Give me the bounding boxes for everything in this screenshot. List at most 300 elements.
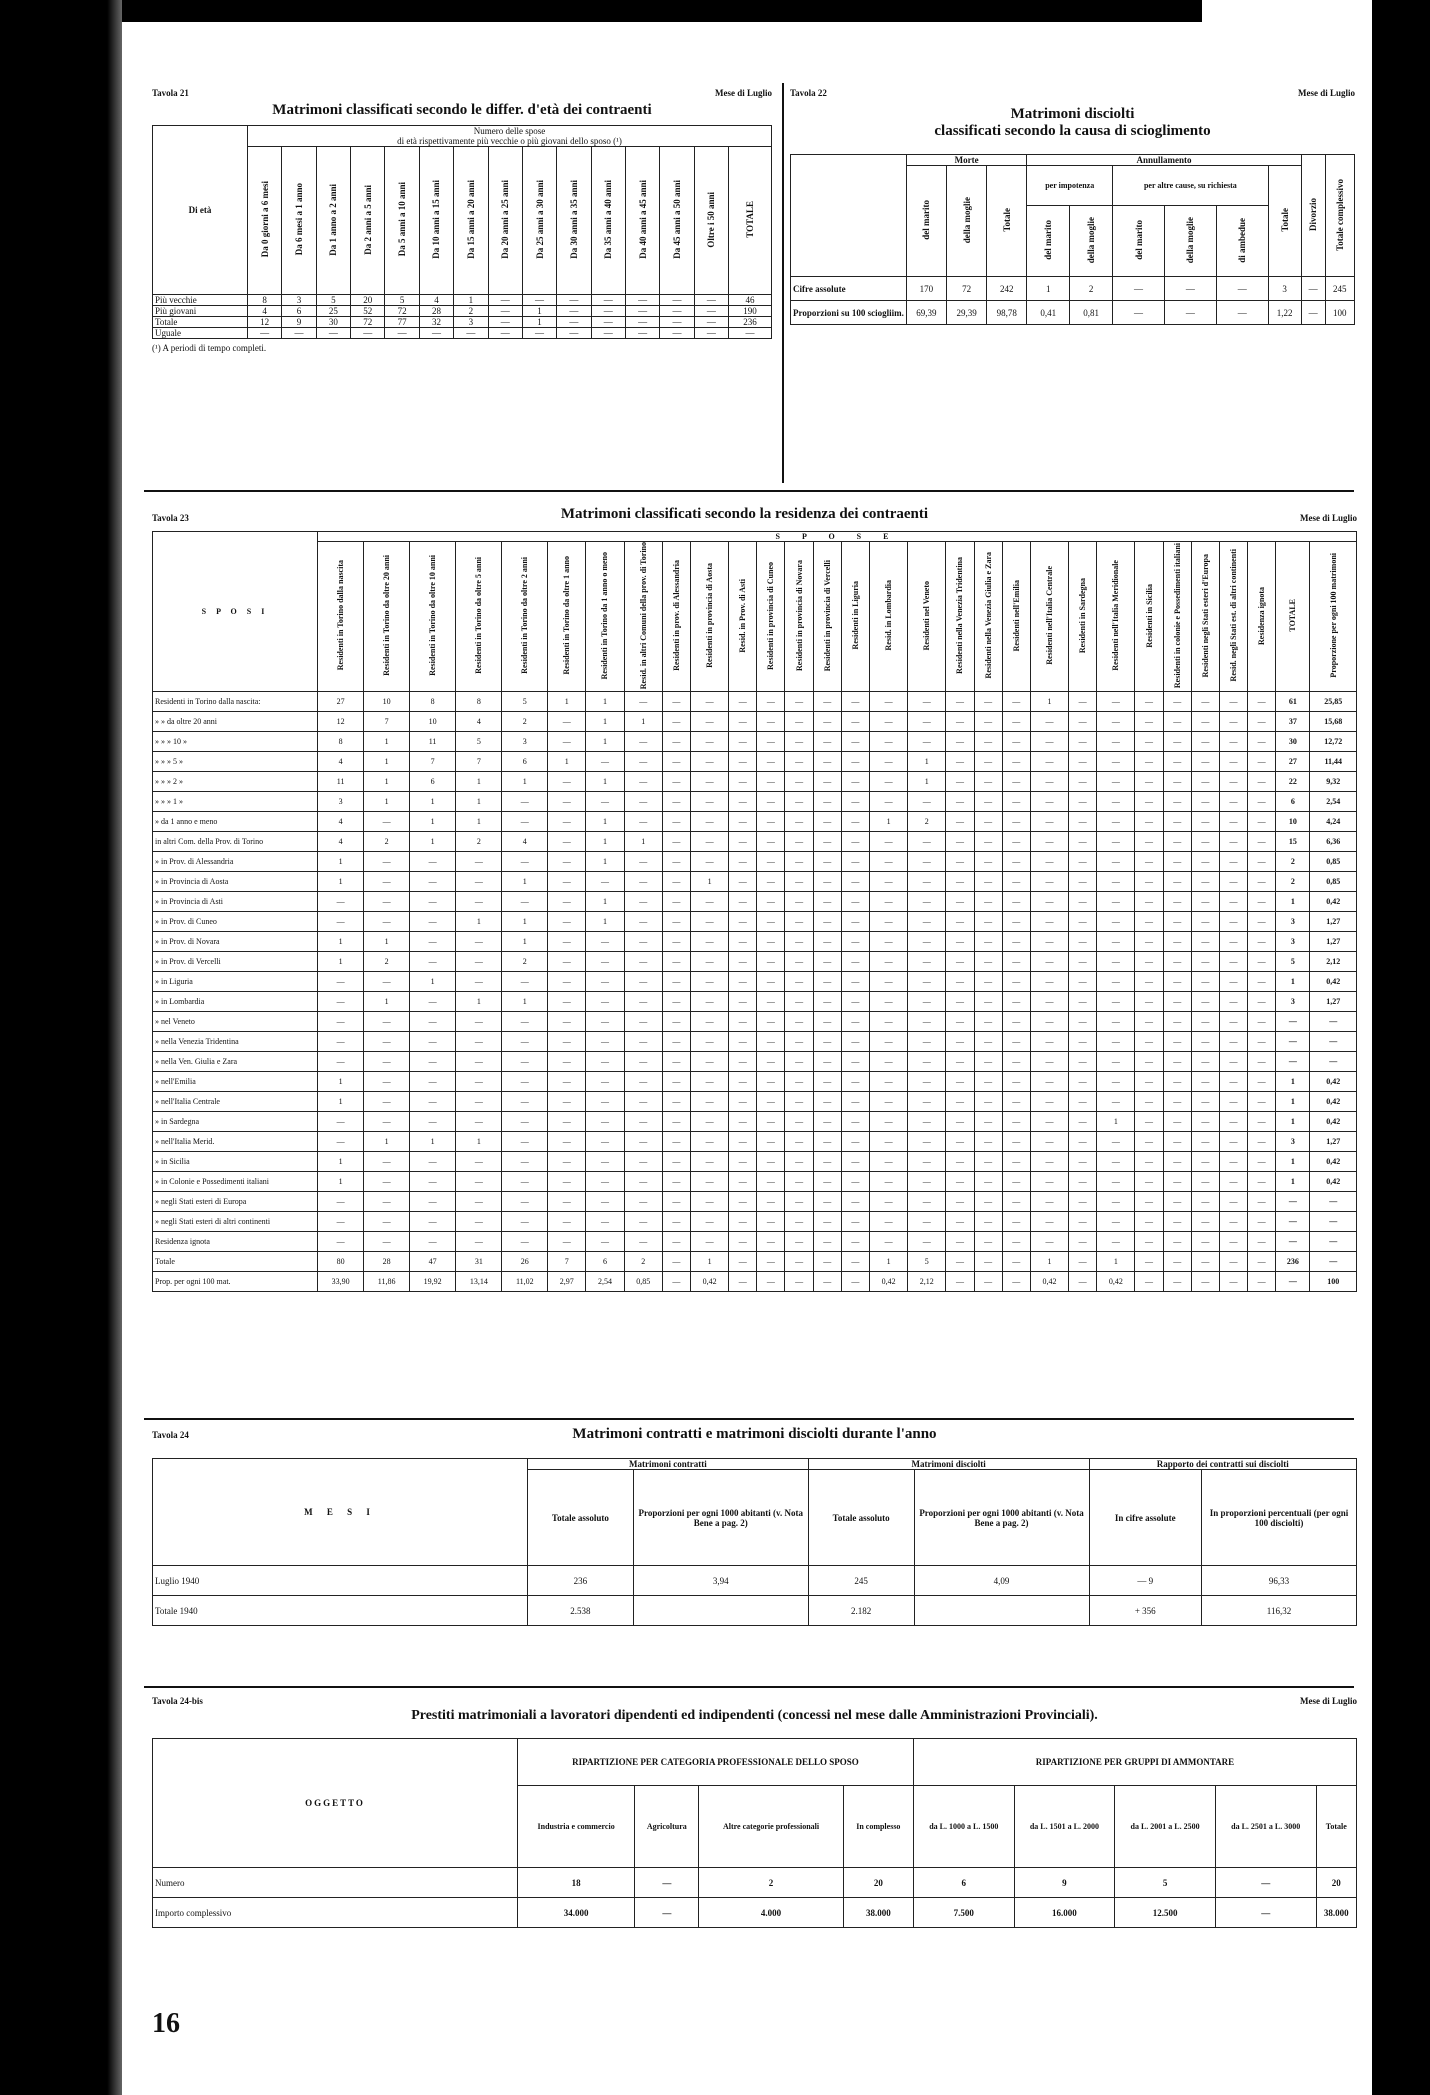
t23-cell: — (1030, 1112, 1068, 1132)
t21-col-header (625, 147, 659, 295)
t23-cell: — (1097, 1232, 1135, 1252)
t23-cell: — (813, 992, 841, 1012)
t24-cell: 245 (808, 1566, 914, 1596)
t24-row (153, 1596, 1357, 1626)
t23-cell: — (1219, 872, 1247, 892)
t23-cell: — (785, 732, 813, 752)
t23-col-label: Residenti in prov. di Alessandria (671, 560, 681, 671)
tavola-24 (152, 1426, 1357, 1626)
t23-cell: 4 (318, 832, 364, 852)
t23-cell: — (785, 1032, 813, 1052)
t23-cell: — (946, 832, 974, 852)
t23-cell: — (869, 1192, 907, 1212)
t23-cell: — (908, 732, 946, 752)
t23-cell: — (1097, 892, 1135, 912)
t23-cell: — (813, 832, 841, 852)
t23-cell: — (757, 732, 785, 752)
t24b-cell: — (1215, 1898, 1316, 1928)
t23-col-label: Residenti in Torino da oltre 5 anni (474, 557, 484, 674)
t23-cell: — (548, 1032, 586, 1052)
t23-cell: — (662, 852, 690, 872)
t24-cell: 3,94 (633, 1566, 808, 1596)
t23-cell: — (1248, 1052, 1276, 1072)
t23-cell: — (729, 912, 757, 932)
t23-cell: 1 (318, 1072, 364, 1092)
t23-col-label: Resid. in Prov. di Asti (738, 578, 748, 653)
t23-cell: — (364, 1172, 410, 1192)
t23-cell: — (662, 1032, 690, 1052)
scan-border-right (1372, 0, 1430, 2095)
t22-month: Mese di Luglio (1297, 88, 1355, 98)
t23-cell: 1 (456, 812, 502, 832)
t23-cell: — (785, 1112, 813, 1132)
t23-cell: 3 (1276, 1132, 1310, 1152)
t23-cell: 2 (502, 712, 548, 732)
t23-cell: 1,27 (1310, 1132, 1357, 1152)
t24-cell: 236 (528, 1566, 634, 1596)
t23-cell: — (974, 812, 1002, 832)
t23-cell: — (841, 1032, 869, 1052)
t23-cell: — (624, 1092, 662, 1112)
t23-col-label: Residenti nell'Italia Centrale (1044, 566, 1054, 665)
t23-cell: — (1135, 1272, 1163, 1292)
t23-cell: — (1163, 792, 1191, 812)
t23-cell: 1 (586, 832, 624, 852)
t23-cell: 5 (908, 1252, 946, 1272)
t23-cell: 1 (586, 692, 624, 712)
t23-cell: — (757, 1172, 785, 1192)
t22-row (791, 277, 1355, 301)
t23-row-label: Residenza ignota (153, 1232, 318, 1252)
t23-cell: — (908, 1172, 946, 1192)
t23-cell: — (690, 792, 728, 812)
t24-row (153, 1566, 1357, 1596)
t21-col-header (591, 147, 625, 295)
t23-cell: — (1069, 1052, 1097, 1072)
t23-col-header (813, 542, 841, 692)
t23-cell: — (1002, 932, 1030, 952)
t23-cell: 1 (908, 772, 946, 792)
t23-cell: — (364, 892, 410, 912)
tavola-23 (152, 506, 1357, 1292)
t23-cell: — (364, 852, 410, 872)
t23-cell: — (1191, 1172, 1219, 1192)
t21-cell: — (419, 328, 453, 339)
t23-cell: — (974, 852, 1002, 872)
t23-cell: 1 (1276, 1112, 1310, 1132)
t23-cell: — (364, 1152, 410, 1172)
t23-cell: — (1030, 772, 1068, 792)
t22-cell: 72 (947, 277, 987, 301)
t23-cell: — (1097, 692, 1135, 712)
t23-cell: — (502, 1172, 548, 1192)
t23-cell: — (364, 1032, 410, 1052)
t23-cell: 4 (502, 832, 548, 852)
t24b-row (153, 1898, 1357, 1928)
t24b-cell: 18 (518, 1868, 635, 1898)
t24b-col-header: Industria e commercio (518, 1786, 635, 1868)
t23-cell: — (456, 1212, 502, 1232)
t23-cell: — (690, 1052, 728, 1072)
t23-cell: 19,92 (409, 1272, 455, 1292)
t21-cell: 25 (316, 306, 350, 317)
t23-col-label: Residenti in Torino da oltre 10 anni (428, 555, 438, 676)
t23-cell: — (757, 792, 785, 812)
t23-cell: — (1219, 952, 1247, 972)
t23-cell: 0,42 (1310, 1112, 1357, 1132)
t23-cell: — (1135, 972, 1163, 992)
t23-cell: — (586, 752, 624, 772)
t24b-row (153, 1868, 1357, 1898)
t23-cell: 2 (908, 812, 946, 832)
t22-cell: 242 (987, 277, 1027, 301)
t23-cell: — (757, 892, 785, 912)
t23-cell: 1 (364, 932, 410, 952)
t23-cell: 5 (502, 692, 548, 712)
t23-cell: — (1191, 1252, 1219, 1272)
t23-cell: — (624, 1032, 662, 1052)
t22-col-alt-ambedue: di ambedue (1237, 217, 1248, 263)
t23-row (153, 1192, 1357, 1212)
t23-cell: — (1219, 1072, 1247, 1092)
t23-cell: — (1163, 1092, 1191, 1112)
t23-cell: — (813, 772, 841, 792)
t23-cell: 0,42 (1310, 1092, 1357, 1112)
t23-row (153, 832, 1357, 852)
t23-row-label: » negli Stati esteri di altri continenti (153, 1212, 318, 1232)
t23-cell: — (1163, 812, 1191, 832)
t21-col-label: Da 30 anni a 35 anni (568, 180, 579, 259)
t23-cell: 11 (318, 772, 364, 792)
t23-row (153, 1172, 1357, 1192)
t23-cell: — (1002, 992, 1030, 1012)
t23-cell: 7 (456, 752, 502, 772)
t23-cell: — (1135, 1192, 1163, 1212)
t23-cell: 6 (409, 772, 455, 792)
t23-cell: — (729, 732, 757, 752)
t23-cell: — (662, 992, 690, 1012)
t22-row-label: Proporzioni su 100 sciogliim. (791, 301, 907, 325)
t24-col-prop-d: Proporzioni per ogni 1000 abitanti (v. Nota Bene a pag. 2) (914, 1470, 1089, 1566)
t23-cell: 3 (1276, 992, 1310, 1012)
t23-cell: — (1163, 892, 1191, 912)
t23-cell: — (908, 832, 946, 852)
t23-cell: — (1163, 912, 1191, 932)
t23-cell: — (409, 952, 455, 972)
t23-cell: — (586, 792, 624, 812)
t21-row (153, 295, 772, 306)
t23-row (153, 1052, 1357, 1072)
t23-cell: — (946, 712, 974, 732)
t23-cell: — (974, 1012, 1002, 1032)
t23-cell: 1,27 (1310, 992, 1357, 1012)
t21-cell: — (488, 317, 522, 328)
t23-cell: 15,68 (1310, 712, 1357, 732)
t23-cell: — (586, 1032, 624, 1052)
t22-col-moglie: della moglie (961, 196, 972, 244)
t23-cell: — (757, 712, 785, 732)
t23-cell: — (908, 1052, 946, 1072)
t23-cell: 1 (869, 812, 907, 832)
t23-cell: 1 (318, 1172, 364, 1192)
t22-cell: 2 (1070, 277, 1113, 301)
t23-col-header (409, 542, 455, 692)
t23-cell: — (1002, 1012, 1030, 1032)
t23-cell: 10 (1276, 812, 1310, 832)
t23-cell: — (456, 972, 502, 992)
t23-row-label: » » » 2 » (153, 772, 318, 792)
t23-cell: 61 (1276, 692, 1310, 712)
t23-cell: — (757, 1092, 785, 1112)
t23-cell: — (1163, 712, 1191, 732)
t23-cell: — (908, 1092, 946, 1112)
t23-cell: — (813, 1232, 841, 1252)
t23-cell: 1 (502, 872, 548, 892)
t23-cell: — (1163, 732, 1191, 752)
t23-cell: — (813, 972, 841, 992)
t23-cell: — (813, 752, 841, 772)
t23-cell: 8 (456, 692, 502, 712)
t23-row-label: » in Lombardia (153, 992, 318, 1012)
t23-cell: — (946, 852, 974, 872)
t24b-col-header: Agricoltura (635, 1786, 699, 1868)
t23-row-label: » in Prov. di Novara (153, 932, 318, 952)
t23-cell: — (729, 1252, 757, 1272)
t24b-cell: 34.000 (518, 1898, 635, 1928)
scan-paper-notch (1202, 0, 1372, 61)
t24-col-cifre: In cifre assolute (1089, 1470, 1201, 1566)
t23-cell: — (1002, 1172, 1030, 1192)
t23-cell: — (1069, 792, 1097, 812)
t23-cell: — (1002, 952, 1030, 972)
t24-group-contratti: Matrimoni contratti (528, 1459, 809, 1470)
t23-cell: — (946, 1212, 974, 1232)
t23-cell: — (548, 772, 586, 792)
t23-cell: — (729, 1232, 757, 1252)
t23-cell: — (1135, 732, 1163, 752)
t23-row-label: » nell'Emilia (153, 1072, 318, 1092)
t23-cell: — (841, 892, 869, 912)
t23-cell: — (1248, 1272, 1276, 1292)
t23-col-header (908, 542, 946, 692)
t23-cell: — (785, 912, 813, 932)
t23-cell: — (502, 1112, 548, 1132)
t23-cell: — (1191, 712, 1219, 732)
t21-table (152, 125, 772, 339)
t23-cell: — (662, 1252, 690, 1272)
t23-cell: — (548, 1172, 586, 1192)
t23-cell: — (1002, 1152, 1030, 1172)
t23-cell: — (908, 792, 946, 812)
t23-cell: — (869, 972, 907, 992)
t23-cell: — (1191, 892, 1219, 912)
t23-cell: — (1069, 692, 1097, 712)
t23-cell: — (869, 1212, 907, 1232)
t23-cell: — (1219, 972, 1247, 992)
t23-cell: — (1135, 1132, 1163, 1152)
t23-cell: — (869, 1132, 907, 1152)
t23-cell: — (624, 1152, 662, 1172)
t21-cell: 2 (454, 306, 488, 317)
t23-cell: — (1097, 812, 1135, 832)
t23-cell: — (1030, 732, 1068, 752)
t23-cell: — (1069, 812, 1097, 832)
t23-cell: 236 (1276, 1252, 1310, 1272)
t21-cell: 3 (454, 317, 488, 328)
t23-row (153, 1152, 1357, 1172)
t23-cell: — (841, 1132, 869, 1152)
t23-cell: 1 (364, 792, 410, 812)
t21-cell: — (591, 306, 625, 317)
t23-cell: — (1191, 932, 1219, 952)
t23-cell: — (548, 892, 586, 912)
t23-col-label: Residenti nell'Emilia (1011, 579, 1021, 652)
t23-cell: — (318, 1192, 364, 1212)
t23-cell: 0,42 (690, 1272, 728, 1292)
t23-cell: — (548, 1012, 586, 1032)
t23-cell: — (318, 1212, 364, 1232)
t23-row (153, 1212, 1357, 1232)
t23-col-header (974, 542, 1002, 692)
t23-cell: — (757, 972, 785, 992)
t21-col-header (522, 147, 556, 295)
t23-cell: — (1002, 892, 1030, 912)
t23-col-header (364, 542, 410, 692)
t21-cell: — (557, 306, 591, 317)
t23-cell: — (869, 892, 907, 912)
t23-cell: — (690, 952, 728, 972)
t23-cell: — (1097, 1012, 1135, 1032)
t21-cell: — (694, 317, 728, 328)
t23-cell: — (757, 1232, 785, 1252)
t23-cell: — (1135, 1232, 1163, 1252)
t23-col-label: Resid. in altri Comuni della prov. di Torino (638, 542, 648, 690)
separator-horizontal-3 (144, 1686, 1354, 1688)
t23-cell: — (1219, 1192, 1247, 1212)
t21-cell: 1 (522, 317, 556, 328)
t23-cell: — (1097, 712, 1135, 732)
t23-row-label: » in Prov. di Alessandria (153, 852, 318, 872)
t23-cell: — (1191, 1032, 1219, 1052)
t23-cell: — (662, 1092, 690, 1112)
t21-col-label: TOTALE (745, 201, 756, 238)
t21-col-header (282, 147, 316, 295)
t21-cell: 8 (248, 295, 282, 306)
t23-cell: — (1097, 1132, 1135, 1152)
t21-col-label: Da 45 anni a 50 anni (671, 180, 682, 259)
t24-title: Matrimoni contratti e matrimoni disciolti durante l'anno (572, 1426, 937, 1442)
t23-cell: — (1097, 1052, 1135, 1072)
t23-col-header (624, 542, 662, 692)
t23-cell: — (908, 1192, 946, 1212)
t23-row (153, 772, 1357, 792)
t23-cell: — (456, 1172, 502, 1192)
t23-cell: 2 (364, 832, 410, 852)
t23-cell: — (1219, 932, 1247, 952)
t23-cell: — (364, 812, 410, 832)
t22-cell: 170 (906, 277, 946, 301)
t23-cell: — (318, 1132, 364, 1152)
t23-cell: — (409, 1072, 455, 1092)
t23-cell: — (456, 852, 502, 872)
t21-corner: Di età (153, 126, 248, 295)
t23-cell: — (1135, 1152, 1163, 1172)
t23-cell: — (1163, 1112, 1191, 1132)
t21-col-header (694, 147, 728, 295)
t23-cell: 1 (318, 872, 364, 892)
t23-cell: — (946, 932, 974, 952)
t23-cell: — (1069, 1272, 1097, 1292)
t24b-group-cat: RIPARTIZIONE PER CATEGORIA PROFESSIONALE DELLO SPOSO (518, 1739, 914, 1786)
t23-cell: — (757, 912, 785, 932)
t23-cell: — (1002, 972, 1030, 992)
t23-row (153, 1112, 1357, 1132)
t23-col-label: Residenti in provincia di Novara (794, 560, 804, 672)
t23-cell: — (502, 892, 548, 912)
t23-cell: — (729, 1012, 757, 1032)
t23-cell: — (946, 1172, 974, 1192)
t23-cell: 4 (456, 712, 502, 732)
t23-cell: — (1097, 752, 1135, 772)
t23-cell: — (662, 692, 690, 712)
t23-row-label: » in Prov. di Vercelli (153, 952, 318, 972)
t23-cell: — (1135, 852, 1163, 872)
t23-cell: — (662, 872, 690, 892)
t23-cell: — (456, 1112, 502, 1132)
t23-cell: — (548, 1112, 586, 1132)
t23-cell: — (1248, 692, 1276, 712)
t21-cell: — (591, 295, 625, 306)
t23-cell: 12,72 (1310, 732, 1357, 752)
t22-cell: 29,39 (947, 301, 987, 325)
t23-cell: — (1097, 1152, 1135, 1172)
t23-cell: — (1248, 972, 1276, 992)
t23-cell: — (586, 992, 624, 1012)
t21-cell: 46 (729, 295, 772, 306)
t23-cell: — (1248, 872, 1276, 892)
t23-cell: — (869, 912, 907, 932)
t23-cell: — (662, 932, 690, 952)
t23-cell: — (409, 932, 455, 952)
t23-cell: — (548, 832, 586, 852)
t23-cell: — (1248, 912, 1276, 932)
t23-cell: — (690, 1072, 728, 1092)
t23-row (153, 732, 1357, 752)
t23-col-label: Residenti nell'Italia Meridionale (1111, 560, 1121, 671)
t23-cell: — (1069, 1032, 1097, 1052)
t23-cell: — (690, 1152, 728, 1172)
t23-cell: — (757, 872, 785, 892)
t23-cell: — (1097, 1192, 1135, 1212)
t23-cell: — (813, 1252, 841, 1272)
t22-cell: 0,81 (1070, 301, 1113, 325)
t23-cell: — (841, 832, 869, 852)
t23-cell: — (624, 972, 662, 992)
t23-cell: — (974, 1192, 1002, 1212)
t23-cell: 1 (409, 812, 455, 832)
t21-cell: — (660, 328, 694, 339)
t24b-col-header: da L. 1000 a L. 1500 (913, 1786, 1014, 1868)
t23-cell: — (586, 1192, 624, 1212)
t23-cell: — (974, 1132, 1002, 1152)
t23-col-label: Residenti nella Venezia Giulia e Zara (983, 552, 993, 679)
t23-cell: 28 (364, 1252, 410, 1272)
t23-row-label: in altri Com. della Prov. di Torino (153, 832, 318, 852)
t23-cell: 1 (502, 992, 548, 1012)
t21-col-label: Da 35 anni a 40 anni (603, 180, 614, 259)
t23-cell: — (1191, 1212, 1219, 1232)
t23-cell: 1 (318, 952, 364, 972)
